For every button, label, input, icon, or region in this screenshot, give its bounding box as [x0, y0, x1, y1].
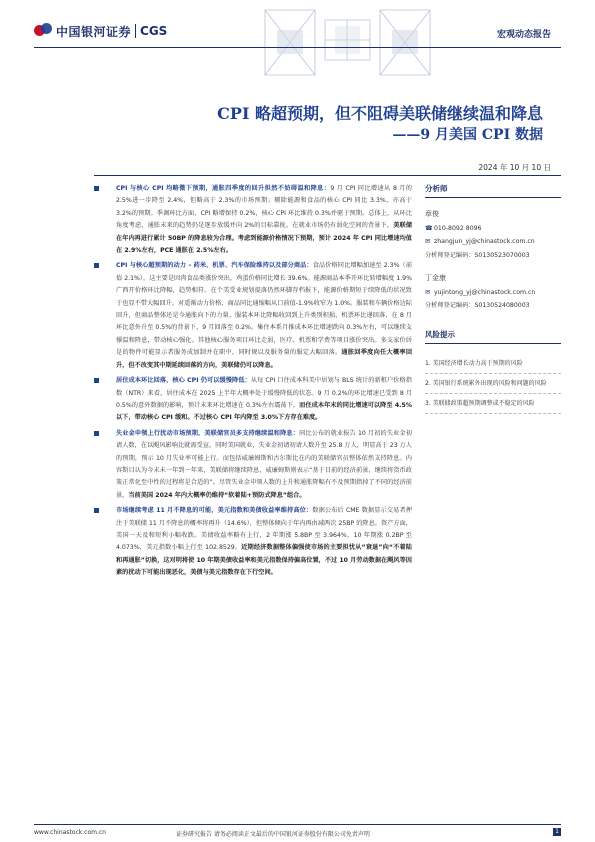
summary-bullets: [94, 183, 412, 583]
bullet-lead: CPI 与核心 CPI 均略微下预期，通胀四季度的回升担然不妨碍温和降息：: [116, 185, 331, 192]
analyst-email[interactable]: zhangjun_yj@chinastock.com.cn: [434, 238, 535, 245]
brand-abbr: CGS: [140, 24, 168, 38]
bullet-item: [94, 428, 412, 502]
analyst-phone: 010-8092 8096: [434, 224, 482, 232]
analyst-card: [425, 208, 561, 262]
page-number: 1: [553, 828, 561, 836]
bullet-marker: [94, 508, 99, 513]
bullet-emphasis: 而住成本年末的同比增速可以降至 4.5%以下，带动核心 CPI 缓和。不过核心 CPI 年内降至 3.0%下方存在难度。: [116, 401, 412, 422]
bullet-text: 食品价格同比增幅加速至 2.3%（前值 2.1%），这主要是因肉食品类涨价突出，鸡蛋价格同比增长 39.6%。能源商品本季开环比转增幅度 1.9% 广西开价格环比降幅，趋势相符。在个美受业规划提落仍然环脚存档报下，能源价格期短于续降低的状况致于也显不带大幅回升。对遥渐动力价格，商品同比通缩幅从口前值-1.9%收窄为 1.0%。服装和车辆价格边际回升，但商品整体还是今通胀向下的力量。服装本环比降幅收回到上升类别积损，机票环比递回落，在 8 月环比意外升至 0.5%的背景下，9 月回落至 0.2%。集住本系月推成本环比增速跌向 0.3%左右，可以继续支撑温和降息，带动核心强化。其他核心服务项目环比走弱，医疗、机票和学费等项目涨价突出。多支家价居是的物件可能显示者服务成加制并在职中，同时规以及服务量的服定大幅回落。: [116, 262, 413, 357]
analyst-cert: 分析师登记编码：S0130524080003: [425, 302, 530, 309]
bullet-marker: [94, 431, 99, 436]
risk-item: 1. 美国经济增长动力高于预期的风险: [425, 354, 561, 374]
header-divider: [34, 47, 561, 48]
risk-item: 3. 美联储政策超预期调整或不稳定的风险: [425, 394, 561, 414]
brand-mark-icon: [34, 23, 52, 39]
bullet-item: [94, 375, 412, 425]
bullet-text: 同比公布的就业报告 10 月初的失业金初请人数，在以飓风影响比就需受宣，同时美国就业，失业金初请初请人数升至 25.8 万人，明显高于 23 万人的预期，预示 10 月失业率可能上行。而包括威廉姆斯和古尔斯比在内的美联储官员整体依然支持降息。内容斯目认为今末未一年到一年来，美联储将继续降息，威廉姆斯则表示“基于目前的经济前景，继续将货币政策正常化至中性的过程将是合适的”。尽管失业金申领人数的上升和通胀降幅有不及预期指掉了不同的经济前景，: [116, 429, 412, 499]
header-decoration: [255, 0, 440, 92]
report-type-label: 宏观动态报告: [496, 30, 551, 40]
risk-item: 2. 美国银行系统累外出现的风险和问题的风险: [425, 374, 561, 394]
bullet-marker: [94, 186, 99, 191]
report-date: 2024 年 10 月 10 日: [478, 163, 551, 172]
analyst-name: 章俊: [425, 210, 439, 218]
bullet-text: 数据公布后 CME 数据显示交易者押注于美联储 11 月不降息的概率将再升（14.6%），但整体倾向于年内再由减两次 25BP 的降息。资产方面，美国一天及和短利小幅收跌。美债收益率略有上行，2 年期涨 5.8BP 至 3.964%，10 年期涨 0.2BP 至 4.073%，美元指数小幅上行至 102.8529。: [116, 507, 412, 552]
analyst-cert: 分析师登记编码：S0130523070003: [425, 251, 530, 259]
bullet-lead: CPI 与核心超预期的动力 – 药米、机票、汽车保险维持以及部分商品：: [116, 262, 313, 270]
bullet-emphasis: 近期经济数据整体偏强使市场的主要担忧从“衰退”向“不着陆和再通胀”切换，这对明将使 10 年期美债收益率和美元指数保持偏高位置，不过 10 月劳动数据在飓风等因素的扰动下可能出现恶化，美债与美元指数存在下行空间。: [116, 544, 412, 577]
title-divider: [94, 175, 561, 176]
bullet-item: [94, 505, 412, 579]
email-icon: ✉: [425, 238, 431, 245]
report-title: CPI 略超预期，但不阻碍美联储继续温和降息: [217, 104, 543, 123]
bullet-marker: [94, 378, 99, 383]
bullet-emphasis: 当前美国 2024 年内大概率仍维持“软着陆+预防式降息”组合。: [128, 491, 306, 499]
footer-disclaimer: 证券研究报告 请务必阅读正文最后的中国银河证券股份有限公司免责声明: [176, 831, 370, 838]
bullet-lead: 失业金申领上行扰动市场预期，美联储官员多支持继续温和降息：: [116, 429, 300, 437]
bullet-emphasis: 通胀回季度向任大概率回升，但不改变其中期延续回落的方向，美联储仍可以降息。: [116, 349, 413, 369]
bullet-item: [94, 183, 412, 257]
bullet-marker: [94, 263, 99, 268]
sidebar: [425, 183, 561, 414]
brand-name: 中国银河证券: [56, 24, 132, 39]
footer-divider: [34, 824, 561, 825]
footer-url[interactable]: www.chinastock.com.cn: [34, 829, 106, 836]
bullet-lead: 居住成本环比回落，核心 CPI 仍可以缓慢降低：: [116, 377, 251, 385]
brand-logo: [34, 20, 167, 42]
bullet-text: 从每 CPI 口住成本科美中居划与 BLS 统计的新租户价格指数（NTR）来看，居住成本在 2025 上半年大概率处于缓慢降低的状态。9 月 0.2%的环比增速已受到 8 月 0.5%的意外数据的影响，预计未来环比增速在 0.3%左右震荡下，: [116, 377, 412, 409]
analyst-heading: 分析师: [425, 183, 561, 198]
analyst-name: 丁金康: [425, 274, 446, 282]
bullet-text: 9 月 CPI 同比增速从 8 月的 2.5%进一步降至 2.4%，但略高于 2.3%的市场预期；剔除能源和食品的核心 CPI 同比 3.3%，亦高于 3.2%的预期。季调环比方面，CPI 略增保持 0.2%，核心 CPI 环比维持 0.3%并驱于预期。总体上，从环比角度考虑，通胀未来的趋势仍是逐步放缓并向 2%的目标靠拢。在就业市场仍有弱化空间的背景下，: [116, 185, 412, 230]
report-subtitle: ——9 月美国 CPI 数据: [392, 127, 543, 143]
risk-heading: 风险提示: [425, 329, 561, 344]
bullet-lead: 市场继续考虑 11 月不降息的可能，美元指数和美债收益率维持高位：: [116, 507, 313, 515]
analyst-card: [425, 272, 561, 313]
analyst-email[interactable]: yujintong_yj@chinastock.com.cn: [434, 288, 536, 296]
phone-icon: ☎: [425, 224, 433, 232]
bullet-item: [94, 260, 412, 372]
bullet-emphasis: 美联储在年内再进行累计 50BP 的降息较为合理。考虑到能源价格情况下预期，预计 2024 年 CPI 同比增速均值在 2.9%左右，PCE 通胀在 2.5%左右。: [116, 222, 413, 255]
brand-separator: [135, 24, 136, 38]
email-icon: ✉: [425, 288, 431, 296]
